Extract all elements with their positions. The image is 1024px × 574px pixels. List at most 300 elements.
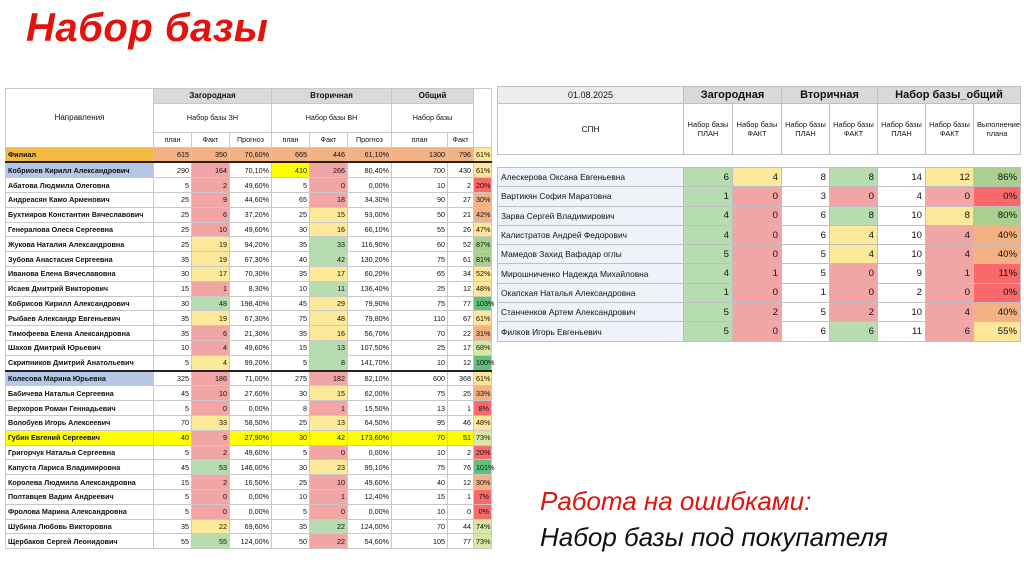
- value-cell: 35: [154, 519, 192, 534]
- value-cell: 173,60%: [348, 430, 392, 445]
- value-cell: 48: [310, 311, 348, 326]
- value-cell: 0: [310, 445, 348, 460]
- value-cell: 77: [448, 296, 474, 311]
- value-cell: 65: [272, 192, 310, 207]
- value-cell: 16: [310, 326, 348, 341]
- value-cell: 25: [272, 475, 310, 490]
- value-cell: 61%: [474, 162, 492, 177]
- manager-row: [6, 371, 492, 386]
- value-cell: 4: [733, 168, 782, 187]
- value-cell: 665: [272, 147, 310, 162]
- value-cell: 0,00%: [230, 504, 272, 519]
- value-cell: 2: [448, 445, 474, 460]
- value-cell: 4: [192, 340, 230, 355]
- value-cell: 20%: [474, 445, 492, 460]
- value-cell: 10: [272, 281, 310, 296]
- row-name: Зубова Анастасия Сергеевна: [6, 252, 154, 267]
- value-cell: 0%: [974, 187, 1021, 206]
- table-row: [6, 222, 492, 237]
- value-cell: 186: [192, 371, 230, 386]
- value-cell: 13: [310, 340, 348, 355]
- row-name: Андреасян Камо Арменович: [6, 192, 154, 207]
- value-cell: 29: [310, 296, 348, 311]
- value-cell: 15: [392, 489, 448, 504]
- row-name: Филиал: [6, 147, 154, 162]
- value-cell: 50: [272, 534, 310, 549]
- value-cell: 0: [310, 178, 348, 193]
- value-cell: 86%: [974, 168, 1021, 187]
- value-cell: 99,20%: [230, 355, 272, 370]
- value-cell: 266: [310, 162, 348, 177]
- row-name: Мирошниченко Надежда Михайловна: [498, 264, 684, 283]
- value-cell: 27: [448, 192, 474, 207]
- value-cell: 40%: [974, 303, 1021, 322]
- value-cell: 52%: [474, 266, 492, 281]
- value-cell: 4: [830, 245, 878, 264]
- value-cell: 1: [782, 283, 830, 302]
- value-cell: 48: [192, 296, 230, 311]
- value-cell: 22: [310, 534, 348, 549]
- report-date: 01.08.2025: [498, 87, 684, 104]
- row-name: Окапская Наталья Александровна: [498, 283, 684, 302]
- value-cell: 0,00%: [230, 489, 272, 504]
- table-row: [498, 322, 1021, 341]
- value-cell: 48%: [474, 415, 492, 430]
- value-cell: 68%: [474, 340, 492, 355]
- value-cell: 8: [782, 168, 830, 187]
- value-cell: 2: [192, 475, 230, 490]
- value-cell: 33: [310, 237, 348, 252]
- table-row: [498, 283, 1021, 302]
- value-cell: 5: [782, 245, 830, 264]
- value-cell: 103%: [474, 296, 492, 311]
- value-cell: 80%: [974, 206, 1021, 225]
- row-name: Щербаков Сергей Леонидович: [6, 534, 154, 549]
- value-cell: 47%: [474, 222, 492, 237]
- value-cell: 5: [154, 489, 192, 504]
- table-row: [6, 237, 492, 252]
- value-cell: 0: [733, 283, 782, 302]
- value-cell: 25: [154, 222, 192, 237]
- value-cell: 25: [154, 237, 192, 252]
- sub-column-header: Набор базы ФАКТ: [733, 104, 782, 155]
- value-cell: 95: [392, 415, 448, 430]
- row-name: Верхоров Роман Геннадьевич: [6, 401, 154, 416]
- value-cell: 55: [192, 534, 230, 549]
- table-row: [498, 168, 1021, 187]
- sub-column-header: Факт: [310, 132, 348, 147]
- value-cell: 69,60%: [230, 519, 272, 534]
- value-cell: 27,60%: [230, 386, 272, 401]
- value-cell: 796: [448, 147, 474, 162]
- value-cell: 146,00%: [230, 460, 272, 475]
- row-name: Бухтияров Константин Вячеславович: [6, 207, 154, 222]
- value-cell: 1: [684, 283, 733, 302]
- value-cell: 0: [830, 283, 878, 302]
- value-cell: 5: [272, 504, 310, 519]
- value-cell: 33%: [474, 386, 492, 401]
- sub-column-header: Факт: [448, 132, 474, 147]
- value-cell: 10: [154, 340, 192, 355]
- value-cell: 10: [392, 178, 448, 193]
- value-cell: 45: [154, 386, 192, 401]
- value-cell: 70: [154, 415, 192, 430]
- value-cell: 4: [192, 355, 230, 370]
- value-cell: 350: [192, 147, 230, 162]
- value-cell: 13: [392, 401, 448, 416]
- value-cell: 40: [392, 475, 448, 490]
- value-cell: 5: [782, 303, 830, 322]
- value-cell: 0,00%: [348, 445, 392, 460]
- value-cell: 55: [154, 534, 192, 549]
- value-cell: 61%: [474, 311, 492, 326]
- value-cell: 6: [192, 207, 230, 222]
- value-cell: 51: [448, 430, 474, 445]
- value-cell: 410: [272, 162, 310, 177]
- manager-row: [6, 162, 492, 177]
- row-name: Кобриоев Кирилл Александрович: [6, 162, 154, 177]
- value-cell: 67,30%: [230, 252, 272, 267]
- value-cell: 0: [192, 504, 230, 519]
- value-cell: 0,00%: [348, 504, 392, 519]
- value-cell: 34,30%: [348, 192, 392, 207]
- row-name: Абатова Людмила Олеговна: [6, 178, 154, 193]
- value-cell: 50: [392, 207, 448, 222]
- row-name: Шубина Любовь Викторовна: [6, 519, 154, 534]
- value-cell: 18: [310, 192, 348, 207]
- row-name: Григорчук Наталья Сергеевна: [6, 445, 154, 460]
- table-row: [6, 192, 492, 207]
- value-cell: 2: [448, 178, 474, 193]
- value-cell: 58,50%: [230, 415, 272, 430]
- value-cell: 25: [392, 281, 448, 296]
- value-cell: 8: [926, 206, 974, 225]
- value-cell: 17: [310, 266, 348, 281]
- value-cell: 5: [154, 355, 192, 370]
- value-cell: 9: [878, 264, 926, 283]
- table-row: [6, 475, 492, 490]
- value-cell: 5: [782, 264, 830, 283]
- value-cell: 17: [448, 340, 474, 355]
- value-cell: 10: [392, 445, 448, 460]
- value-cell: 5: [684, 303, 733, 322]
- value-cell: 70,30%: [230, 266, 272, 281]
- value-cell: 25: [154, 192, 192, 207]
- value-cell: 7%: [474, 489, 492, 504]
- value-cell: 54,60%: [348, 534, 392, 549]
- value-cell: 0,00%: [230, 401, 272, 416]
- value-cell: 79,80%: [348, 311, 392, 326]
- value-cell: 5: [684, 245, 733, 264]
- value-cell: 9: [192, 192, 230, 207]
- table-row: [6, 311, 492, 326]
- row-name: Кобрисов Кирилл Александрович: [6, 296, 154, 311]
- value-cell: 8: [310, 355, 348, 370]
- value-cell: 44: [448, 519, 474, 534]
- value-cell: 10: [878, 245, 926, 264]
- value-cell: 11: [878, 322, 926, 341]
- value-cell: 17: [192, 266, 230, 281]
- value-cell: 45: [154, 460, 192, 475]
- row-name: Тимофеева Елена Александровна: [6, 326, 154, 341]
- row-name: Бабичева Наталья Сергеевна: [6, 386, 154, 401]
- value-cell: 49,60%: [230, 340, 272, 355]
- value-cell: 60: [392, 237, 448, 252]
- value-cell: 10: [878, 303, 926, 322]
- sub-column-header: план: [392, 132, 448, 147]
- value-cell: 0: [448, 504, 474, 519]
- value-cell: 25: [448, 386, 474, 401]
- sub-column-header: Набор базы ПЛАН: [878, 104, 926, 155]
- value-cell: 12,40%: [348, 489, 392, 504]
- table-row: [6, 252, 492, 267]
- value-cell: 16,50%: [230, 475, 272, 490]
- value-cell: 75: [392, 460, 448, 475]
- value-cell: 35: [272, 237, 310, 252]
- table-row: [6, 266, 492, 281]
- table-row: [6, 207, 492, 222]
- table-row: [6, 430, 492, 445]
- table-row: [6, 489, 492, 504]
- value-cell: 290: [154, 162, 192, 177]
- group-header: Вторичная: [272, 89, 392, 104]
- value-cell: 8: [830, 206, 878, 225]
- value-cell: 6: [684, 168, 733, 187]
- value-cell: 10: [392, 504, 448, 519]
- page-title: Набор базы: [26, 6, 269, 50]
- value-cell: 30: [272, 460, 310, 475]
- row-name: Шахов Дмитрий Юрьевич: [6, 340, 154, 355]
- value-cell: 12: [448, 281, 474, 296]
- value-cell: 30: [272, 222, 310, 237]
- value-cell: 600: [392, 371, 448, 386]
- table-row: [498, 264, 1021, 283]
- value-cell: 1: [192, 281, 230, 296]
- sub-column-header: Прогноз: [230, 132, 272, 147]
- value-cell: 23: [310, 460, 348, 475]
- value-cell: 82,10%: [348, 371, 392, 386]
- value-cell: 8: [830, 168, 878, 187]
- row-name: Калистратов Андрей Федорович: [498, 225, 684, 244]
- value-cell: 0: [830, 264, 878, 283]
- value-cell: 430: [448, 162, 474, 177]
- value-cell: 15: [154, 475, 192, 490]
- group-header: Вторичная: [782, 87, 878, 104]
- row-name: Колесова Марина Юрьевна: [6, 371, 154, 386]
- value-cell: 5: [272, 445, 310, 460]
- value-cell: 30%: [474, 475, 492, 490]
- value-cell: 87%: [474, 237, 492, 252]
- value-cell: 33: [192, 415, 230, 430]
- value-cell: 22: [192, 519, 230, 534]
- value-cell: 30: [272, 386, 310, 401]
- value-cell: 10: [310, 475, 348, 490]
- value-cell: 74%: [474, 519, 492, 534]
- value-cell: 35: [154, 326, 192, 341]
- value-cell: 70,60%: [230, 147, 272, 162]
- row-name: Жукова Наталия Александровна: [6, 237, 154, 252]
- value-cell: 0: [733, 225, 782, 244]
- value-cell: 9: [192, 430, 230, 445]
- value-cell: 700: [392, 162, 448, 177]
- row-name: Зарва Сергей Владимирович: [498, 206, 684, 225]
- table-row: [6, 534, 492, 549]
- value-cell: 1: [733, 264, 782, 283]
- table-row: [6, 326, 492, 341]
- right-table: [497, 86, 1021, 342]
- left-table: [5, 88, 495, 549]
- value-cell: 13: [310, 415, 348, 430]
- sub-column-header: Набор базы ПЛАН: [684, 104, 733, 155]
- value-cell: 53: [192, 460, 230, 475]
- value-cell: 49,60%: [348, 475, 392, 490]
- table-row: [6, 460, 492, 475]
- value-cell: 15: [310, 386, 348, 401]
- value-cell: 446: [310, 147, 348, 162]
- value-cell: 21: [448, 207, 474, 222]
- value-cell: 10: [392, 355, 448, 370]
- row-name: Вартикян София Маратовна: [498, 187, 684, 206]
- bottom-heading: Работа на ошибками:: [540, 486, 812, 516]
- group-header: Загородная: [684, 87, 782, 104]
- value-cell: 30: [154, 296, 192, 311]
- value-cell: 71,00%: [230, 371, 272, 386]
- value-cell: 42: [310, 252, 348, 267]
- value-cell: 1: [448, 401, 474, 416]
- value-cell: 4: [878, 187, 926, 206]
- value-cell: 75: [392, 296, 448, 311]
- value-cell: 77: [448, 534, 474, 549]
- value-cell: 62,00%: [348, 386, 392, 401]
- value-cell: 136,40%: [348, 281, 392, 296]
- value-cell: 35: [272, 266, 310, 281]
- row-name: Скрипников Дмитрий Анатольевич: [6, 355, 154, 370]
- value-cell: 6: [830, 322, 878, 341]
- value-cell: 31%: [474, 326, 492, 341]
- value-cell: 10: [878, 225, 926, 244]
- row-name: Алескерова Оксана Евгеньевна: [498, 168, 684, 187]
- blank-cell: [474, 89, 492, 148]
- sub-column-header: Набор базы ФАКТ: [830, 104, 878, 155]
- table-row: [6, 355, 492, 370]
- value-cell: 5: [154, 178, 192, 193]
- row-name: Иванова Елена Вячеславовна: [6, 266, 154, 281]
- value-cell: 6: [782, 206, 830, 225]
- value-cell: 34: [448, 266, 474, 281]
- value-cell: 10: [272, 489, 310, 504]
- value-cell: 6: [192, 326, 230, 341]
- value-cell: 4: [830, 225, 878, 244]
- value-cell: 107,50%: [348, 340, 392, 355]
- value-cell: 46: [448, 415, 474, 430]
- value-cell: 8: [272, 401, 310, 416]
- value-cell: 70: [392, 519, 448, 534]
- row-name: Губин Евгений Сергеевич: [6, 430, 154, 445]
- value-cell: 25: [392, 340, 448, 355]
- table-row: [498, 187, 1021, 206]
- value-cell: 25: [272, 415, 310, 430]
- value-cell: 10: [878, 206, 926, 225]
- value-cell: 37,20%: [230, 207, 272, 222]
- value-cell: 15: [310, 207, 348, 222]
- value-cell: 164: [192, 162, 230, 177]
- value-cell: 19: [192, 252, 230, 267]
- row-name: Капуста Лариса Владимировна: [6, 460, 154, 475]
- value-cell: 21,30%: [230, 326, 272, 341]
- row-name: Исаев Дмитрий Викторович: [6, 281, 154, 296]
- value-cell: 4: [684, 225, 733, 244]
- subgroup-header: Набор базы: [392, 103, 474, 132]
- table-row: [6, 519, 492, 534]
- value-cell: 182: [310, 371, 348, 386]
- value-cell: 2: [733, 303, 782, 322]
- value-cell: 0: [926, 187, 974, 206]
- value-cell: 49,60%: [230, 178, 272, 193]
- sub-column-header: план: [272, 132, 310, 147]
- value-cell: 67,30%: [230, 311, 272, 326]
- value-cell: 5: [272, 355, 310, 370]
- value-cell: 40%: [974, 245, 1021, 264]
- table-row: [6, 281, 492, 296]
- value-cell: 22: [310, 519, 348, 534]
- value-cell: 81%: [474, 252, 492, 267]
- value-cell: 0%: [474, 504, 492, 519]
- value-cell: 110: [392, 311, 448, 326]
- sub-column-header: Факт: [192, 132, 230, 147]
- value-cell: 14: [878, 168, 926, 187]
- value-cell: 11: [310, 281, 348, 296]
- table-row: [6, 445, 492, 460]
- value-cell: 0: [733, 245, 782, 264]
- value-cell: 0: [310, 504, 348, 519]
- value-cell: 0%: [974, 283, 1021, 302]
- value-cell: 19: [192, 311, 230, 326]
- table-row: [498, 206, 1021, 225]
- sub-column-header: Прогноз: [348, 132, 392, 147]
- value-cell: 0: [192, 401, 230, 416]
- value-cell: 79,90%: [348, 296, 392, 311]
- value-cell: 40: [154, 430, 192, 445]
- value-cell: 368: [448, 371, 474, 386]
- value-cell: 12: [926, 168, 974, 187]
- value-cell: 20%: [474, 178, 492, 193]
- value-cell: 70,10%: [230, 162, 272, 177]
- value-cell: 93,00%: [348, 207, 392, 222]
- row-name: Мамедов Захид Вафадар оглы: [498, 245, 684, 264]
- value-cell: 67: [448, 311, 474, 326]
- value-cell: 0: [192, 489, 230, 504]
- value-cell: 4: [926, 303, 974, 322]
- value-cell: 19: [192, 237, 230, 252]
- table-row: [6, 415, 492, 430]
- value-cell: 615: [154, 147, 192, 162]
- value-cell: 42%: [474, 207, 492, 222]
- group-header: Загородная: [154, 89, 272, 104]
- sub-column-header: Набор базы ФАКТ: [926, 104, 974, 155]
- value-cell: 2: [830, 303, 878, 322]
- value-cell: 6: [926, 322, 974, 341]
- value-cell: 44,60%: [230, 192, 272, 207]
- value-cell: 16: [310, 222, 348, 237]
- value-cell: 15,50%: [348, 401, 392, 416]
- spacer-row: [498, 155, 1021, 168]
- row-name: Генералова Олеся Сергеевна: [6, 222, 154, 237]
- value-cell: 27,90%: [230, 430, 272, 445]
- value-cell: 73%: [474, 430, 492, 445]
- value-cell: 4: [926, 245, 974, 264]
- value-cell: 2: [192, 178, 230, 193]
- value-cell: 49,60%: [230, 445, 272, 460]
